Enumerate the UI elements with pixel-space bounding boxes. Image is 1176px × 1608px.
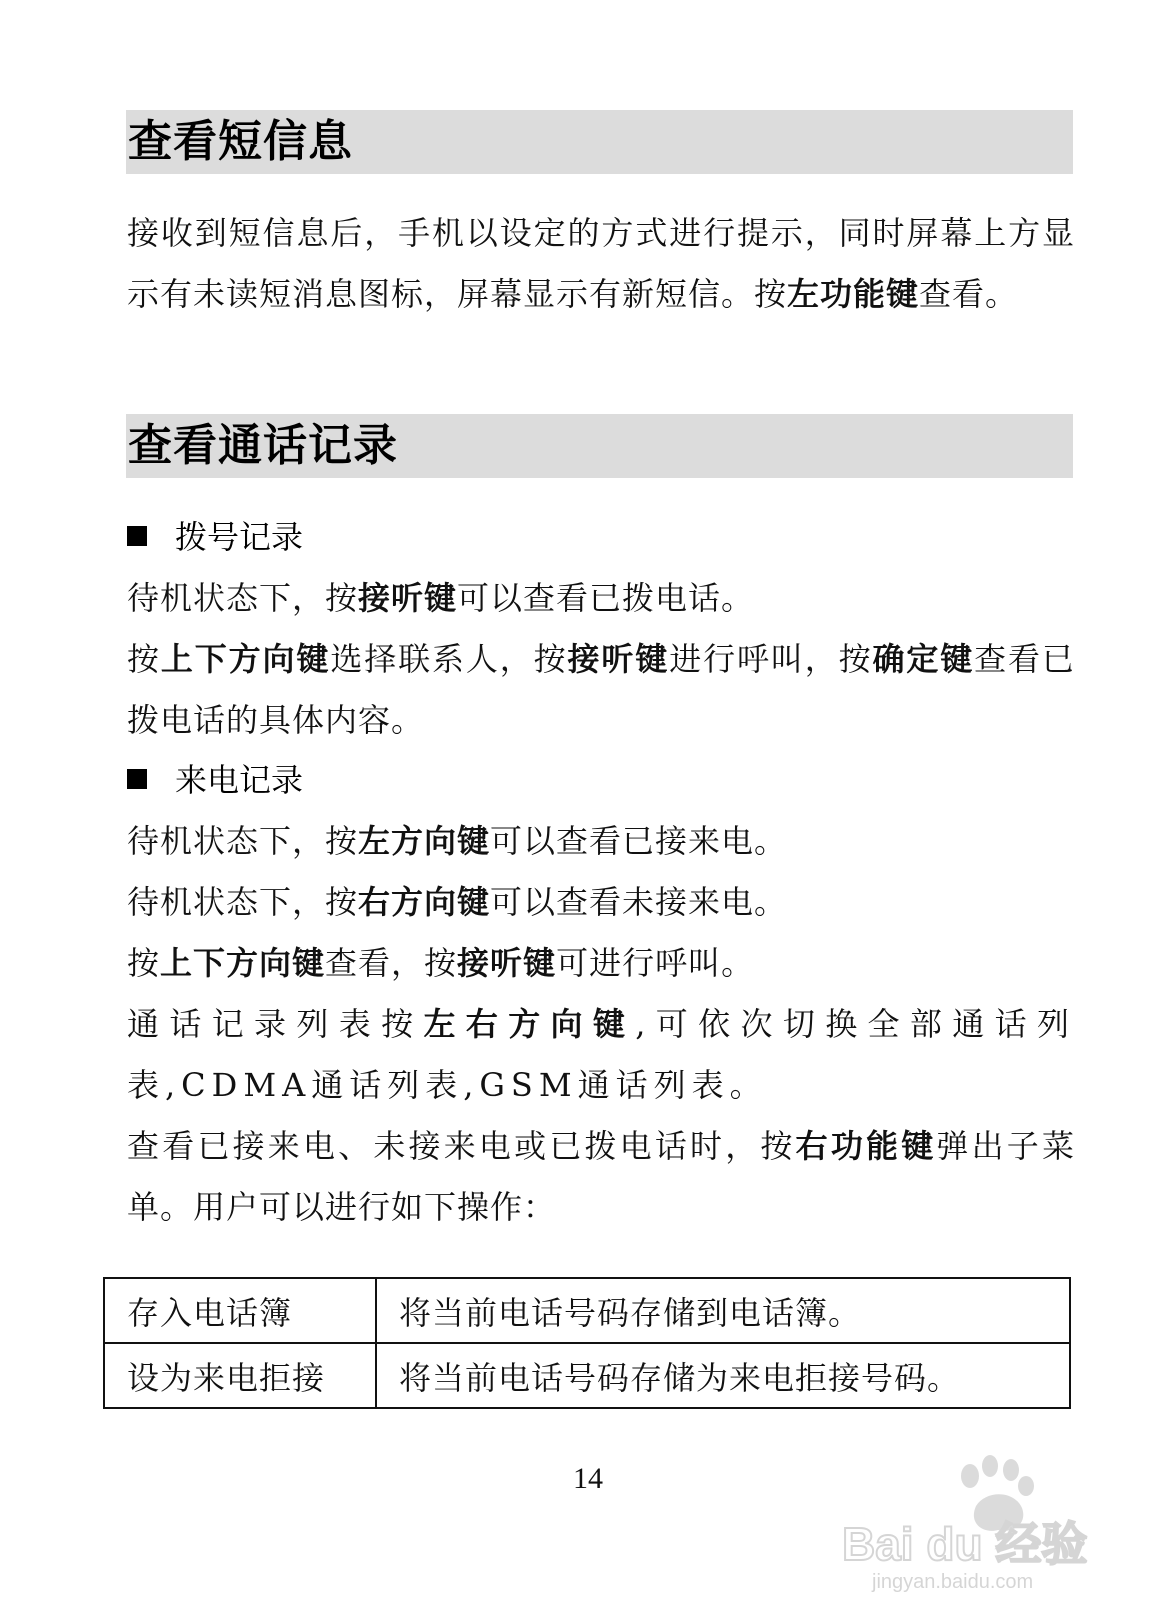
body-text: 选择联系人，按 — [330, 640, 568, 678]
square-bullet-icon — [127, 769, 147, 789]
baidu-jingyan-watermark — [836, 1432, 1126, 1592]
body-text: 查看已接来电、未接来电或已拨电话时，按 — [127, 1127, 796, 1165]
subheading-dialed-label: 拨号记录 — [175, 518, 304, 556]
key-name-text: 右功能键 — [795, 1127, 937, 1165]
body-text: 查看，按 — [325, 944, 458, 982]
operation-name-cell: 设为来电拒接 — [104, 1343, 376, 1408]
sms-paragraph — [127, 203, 1075, 325]
square-bullet-icon — [127, 526, 147, 546]
body-text: ,可依次切换全部通话列表,CDMA通话列表,GSM通话列表。 — [127, 1005, 1075, 1104]
watermark-logo-text: Bai du 经验 — [842, 1518, 1088, 1570]
key-name-text: 接听键 — [358, 579, 458, 617]
key-name-text: 上下方向键 — [160, 944, 326, 982]
dialed-paragraph-1 — [127, 568, 1075, 629]
operation-name-cell: 存入电话簿 — [104, 1278, 376, 1343]
key-name-text: 左右方向键 — [423, 1005, 636, 1043]
incoming-paragraph-2 — [127, 872, 1075, 933]
body-text: 查看已拨电话的具体内容。 — [127, 640, 1075, 739]
subheading-incoming-calls — [127, 755, 303, 805]
body-text: 待机状态下，按 — [127, 579, 359, 617]
operation-description-cell: 将当前电话号码存储为来电拒接号码。 — [376, 1343, 1070, 1408]
section-title-sms: 查看短信息 — [126, 110, 1073, 174]
key-name-text: 接听键 — [567, 640, 670, 678]
submenu-operations-table — [103, 1277, 1071, 1409]
body-text: 按 — [127, 944, 161, 982]
body-text: 待机状态下，按 — [127, 883, 359, 921]
operation-description-cell: 将当前电话号码存储到电话簿。 — [376, 1278, 1070, 1343]
body-text: 可以查看已接来电。 — [490, 822, 788, 860]
key-name-text: 确定键 — [872, 640, 975, 678]
body-text: 弹出子菜单。用户可以进行如下操作： — [127, 1127, 1075, 1226]
page-number: 14 — [573, 1462, 603, 1495]
key-name-text: 接听键 — [457, 944, 557, 982]
body-text: 通话记录列表按 — [127, 1005, 424, 1043]
incoming-paragraph-4 — [127, 994, 1075, 1116]
incoming-paragraph-1 — [127, 811, 1075, 872]
subheading-incoming-label: 来电记录 — [175, 761, 304, 799]
key-name-text: 左方向键 — [358, 822, 491, 860]
incoming-paragraph-5 — [127, 1116, 1075, 1238]
watermark-url: jingyan.baidu.com — [872, 1571, 1034, 1592]
body-text: 接收到短信息后，手机以设定的方式进行提示，同时屏幕上方显示有未读短消息图标，屏幕显示有新短信。按 — [127, 214, 1075, 313]
body-text: 进行呼叫，按 — [669, 640, 873, 678]
incoming-paragraph-3 — [127, 933, 1075, 994]
key-name-text: 右方向键 — [358, 883, 491, 921]
body-text: 按 — [127, 640, 161, 678]
section-title-call-log: 查看通话记录 — [126, 414, 1073, 478]
body-text: 可以查看未接来电。 — [490, 883, 788, 921]
key-name-text: 上下方向键 — [160, 640, 331, 678]
body-text: 可进行呼叫。 — [556, 944, 755, 982]
subheading-dialed-calls — [127, 512, 303, 562]
body-text: 待机状态下，按 — [127, 822, 359, 860]
dialed-paragraph-2 — [127, 629, 1075, 751]
body-text: 查看。 — [919, 275, 1019, 313]
key-name-text: 左功能键 — [787, 275, 920, 313]
table-row — [104, 1343, 1070, 1408]
body-text: 可以查看已拨电话。 — [457, 579, 755, 617]
table-row — [104, 1278, 1070, 1343]
